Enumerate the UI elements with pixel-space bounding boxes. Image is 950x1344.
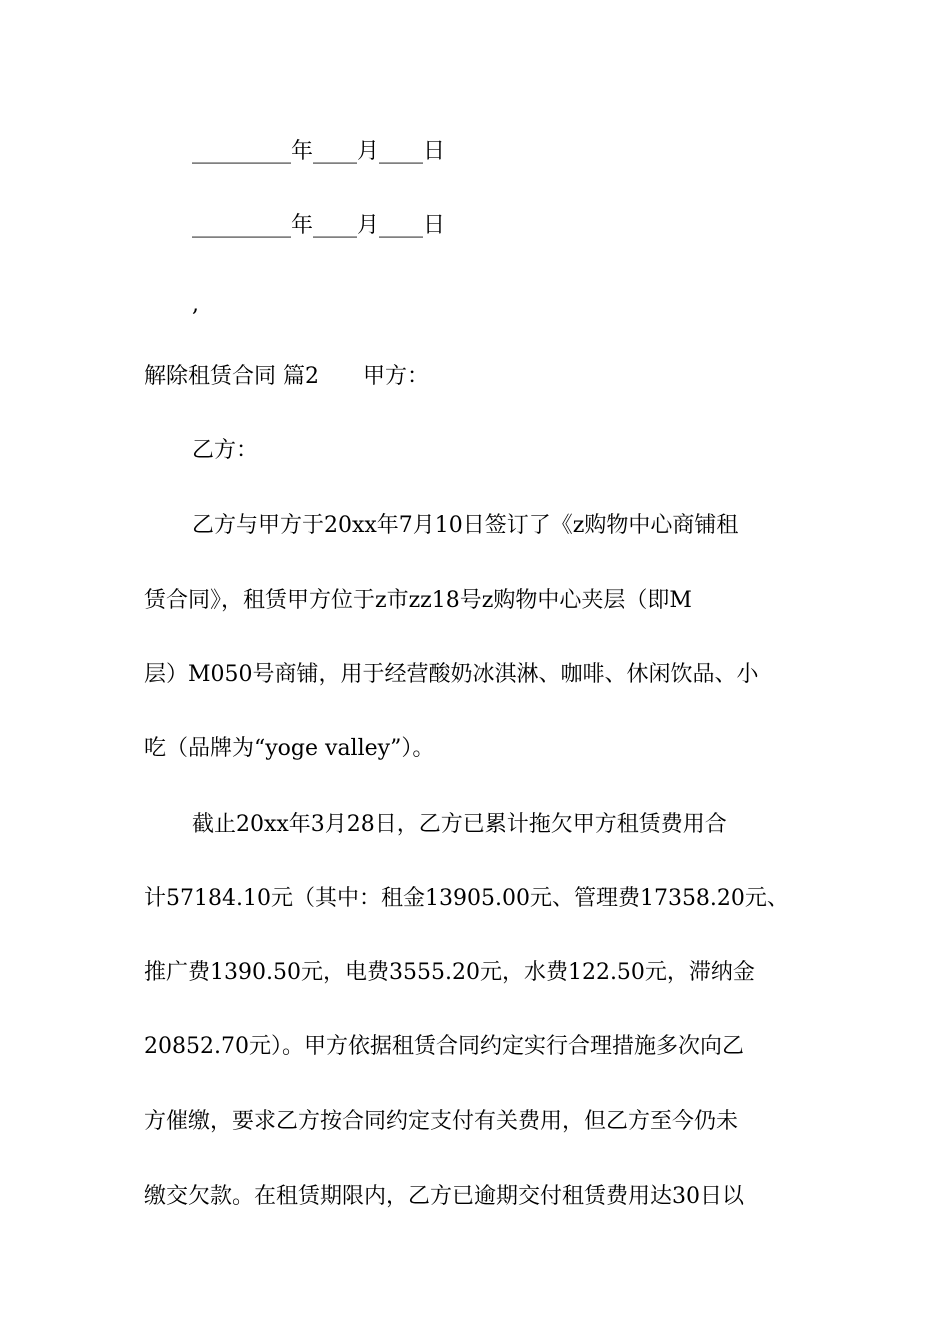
paragraph-line: 方催缴，要求乙方按合同约定支付有关费用，但乙方至今仍未 bbox=[144, 1109, 739, 1134]
signature-date-line: _________年____月____日 bbox=[192, 139, 446, 164]
paragraph-line: 推广费1390.50元，电费3555.20元，水费122.50元，滞纳金 bbox=[144, 960, 755, 985]
paragraph-line: 计57184.10元（其中：租金13905.00元、管理费17358.20元、 bbox=[144, 886, 789, 911]
paragraph-line: 缴交欠款。在租赁期限内，乙方已逾期交付租赁费用达30日以 bbox=[144, 1184, 744, 1209]
signature-date-line: _________年____月____日 bbox=[192, 213, 446, 238]
section-title: 解除租赁合同 篇2 bbox=[144, 364, 319, 389]
party-a-label: 甲方： bbox=[363, 364, 430, 389]
paragraph-line: 乙方与甲方于20xx年7月10日签订了《z购物中心商铺租 bbox=[192, 513, 739, 538]
paragraph-line: 20852.70元）。甲方依据租赁合同约定实行合理措施多次向乙 bbox=[144, 1034, 744, 1059]
paragraph-line: 赁合同》，租赁甲方位于z市zz18号z购物中心夹层（即M bbox=[144, 588, 692, 613]
section-header bbox=[144, 362, 824, 392]
paragraph-line: 截止20xx年3月28日，乙方已累计拖欠甲方租赁费用合 bbox=[192, 812, 727, 837]
party-b-label: 乙方： bbox=[192, 438, 259, 463]
stray-comma: , bbox=[192, 292, 199, 317]
paragraph-line: 层）M050号商铺，用于经营酸奶冰淇淋、咖啡、休闲饮品、小 bbox=[144, 662, 759, 687]
paragraph-line: 吃（品牌为“yoge valley”）。 bbox=[144, 736, 435, 761]
